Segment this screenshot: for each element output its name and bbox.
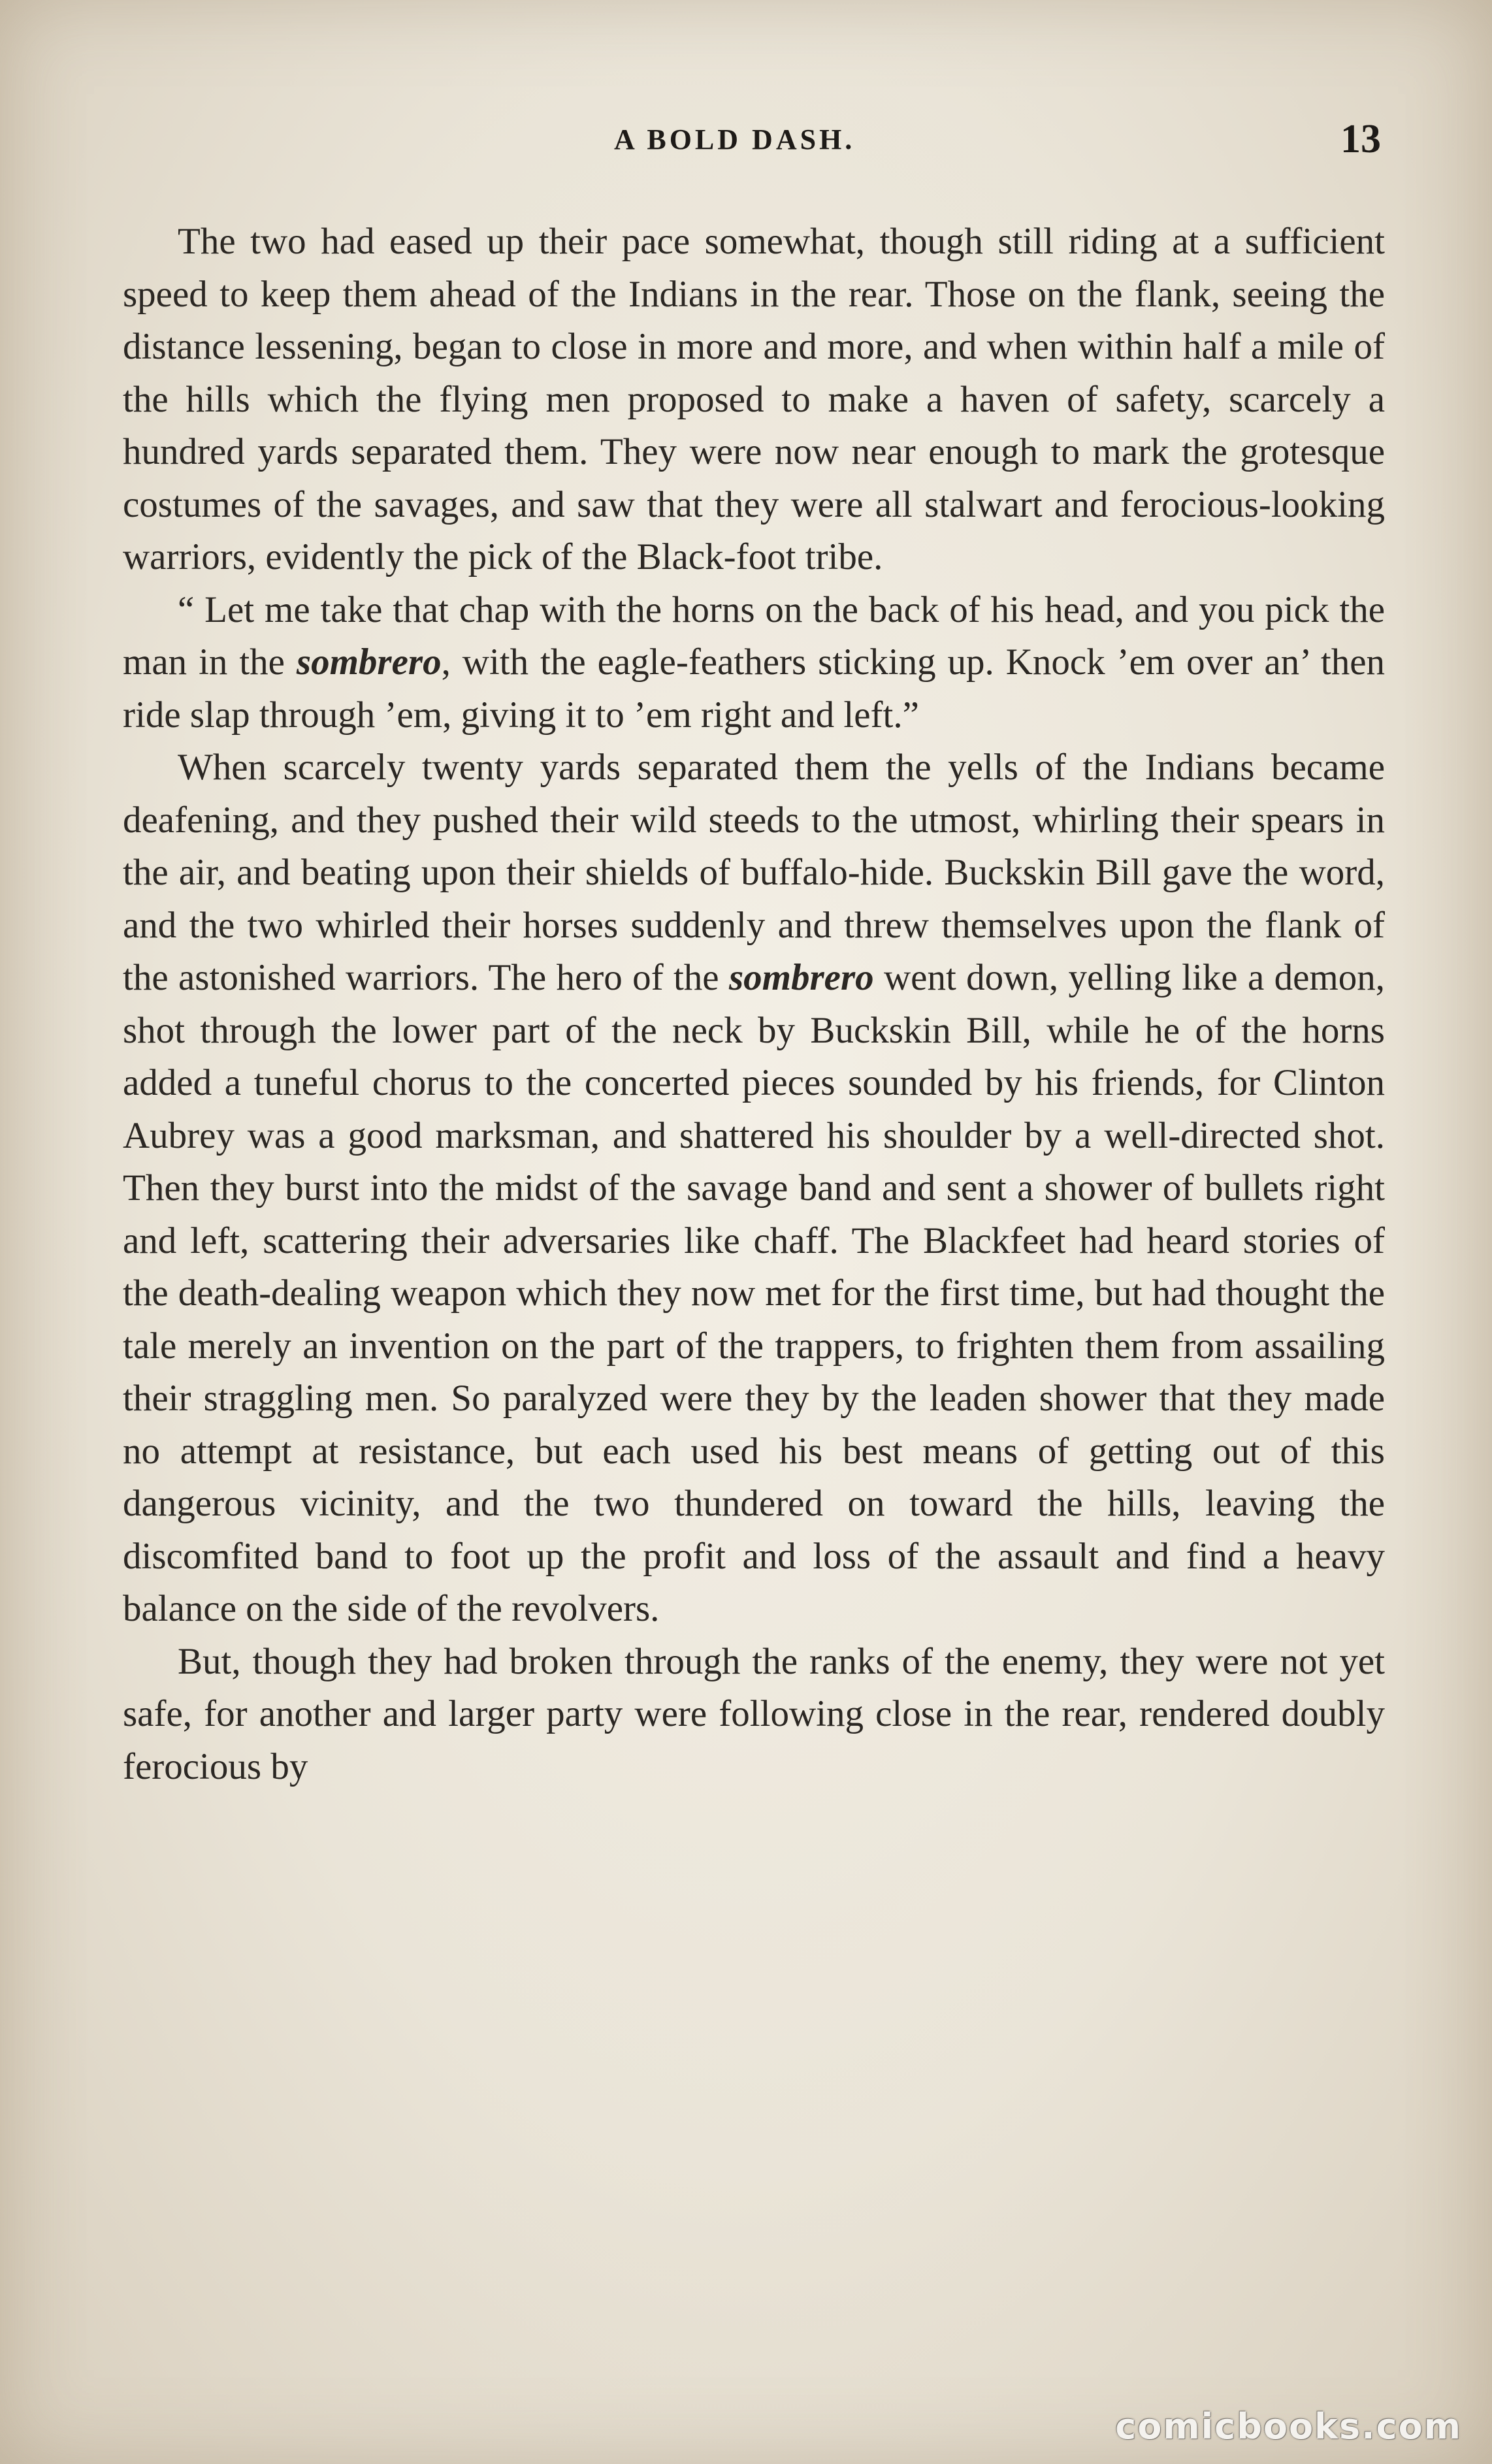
page-header bbox=[0, 116, 1492, 169]
running-head: A BOLD DASH. bbox=[614, 123, 856, 155]
paragraph-2-text-b: , with the eagle-feathers sticking up. Knock ’em over an’ then ride slap through ’em, giving it to ’em right and left.” bbox=[123, 641, 1386, 736]
watermark: comicbooks.com bbox=[1115, 2406, 1462, 2447]
paragraph-2 bbox=[123, 584, 1385, 742]
paragraph-4 bbox=[123, 1636, 1385, 1794]
paragraph-3-text-a: When scarcely twenty yards separated them the yells of the Indians became deafening, and they pushed their wild steeds to the utmost, whirling their spears in the air, and beating upon their shields of buffalo-hide. Buckskin Bill gave the word, and the two whirled their horses suddenly and threw themselves upon the flank of the astonished warriors. The hero of the bbox=[123, 747, 1385, 998]
paragraph-1-text: The two had eased up their pace somewhat, though still riding at a sufficient speed to keep them ahead of the Indians in the rear. Those on the flank, seeing the distance lessening, began to close in more and more, and when within half a mile of the hills which the flying men proposed to make a haven of safety, scarcely a hundred yards separated them. They were now near enough to mark the grotesque costumes of the savages, and saw that they were all stalwart and ferocious-looking warriors, evidently the pick of the Black-foot tribe. bbox=[123, 221, 1385, 577]
page-number: 13 bbox=[1340, 117, 1381, 161]
paragraph-3 bbox=[123, 741, 1385, 1636]
paragraph-4-text: But, though they had broken through the ranks of the enemy, they were not yet safe, for another and larger party were following close in the rear, rendered doubly ferocious by bbox=[123, 1640, 1385, 1787]
paragraph-2-italic: sombrero bbox=[296, 641, 442, 683]
body-text bbox=[123, 216, 1385, 1793]
paragraph-3-italic: sombrero bbox=[728, 957, 874, 998]
paragraph-2-text-a: “ Let me take that chap with the horns on the back of his head, and you pick the man in the bbox=[123, 589, 1385, 683]
paragraph-1 bbox=[123, 216, 1385, 584]
paragraph-3-text-b: went down, yelling like a demon, shot through the lower part of the neck by Buckskin Bill, while he of the horns added a tuneful chorus to the concerted pieces sounded by his friends, for Clinton Aubrey was a good marksman, and shattered his shoulder by a well-directed shot. Then they burst into the midst of the savage band and sent a shower of bullets right and left, scattering their adversaries like chaff. The Blackfeet had heard stories of the death-dealing weapon which they now met for the first time, but had thought the tale merely an invention on the part of the trappers, to frighten them from assailing their straggling men. So paralyzed were they by the leaden shower that they made no attempt at resistance, but each used his best means of getting out of this dangerous vicinity, and the two thundered on toward the hills, leaving the discomfited band to foot up the profit and loss of the assault and find a heavy balance on the side of the revolvers. bbox=[123, 957, 1385, 1629]
